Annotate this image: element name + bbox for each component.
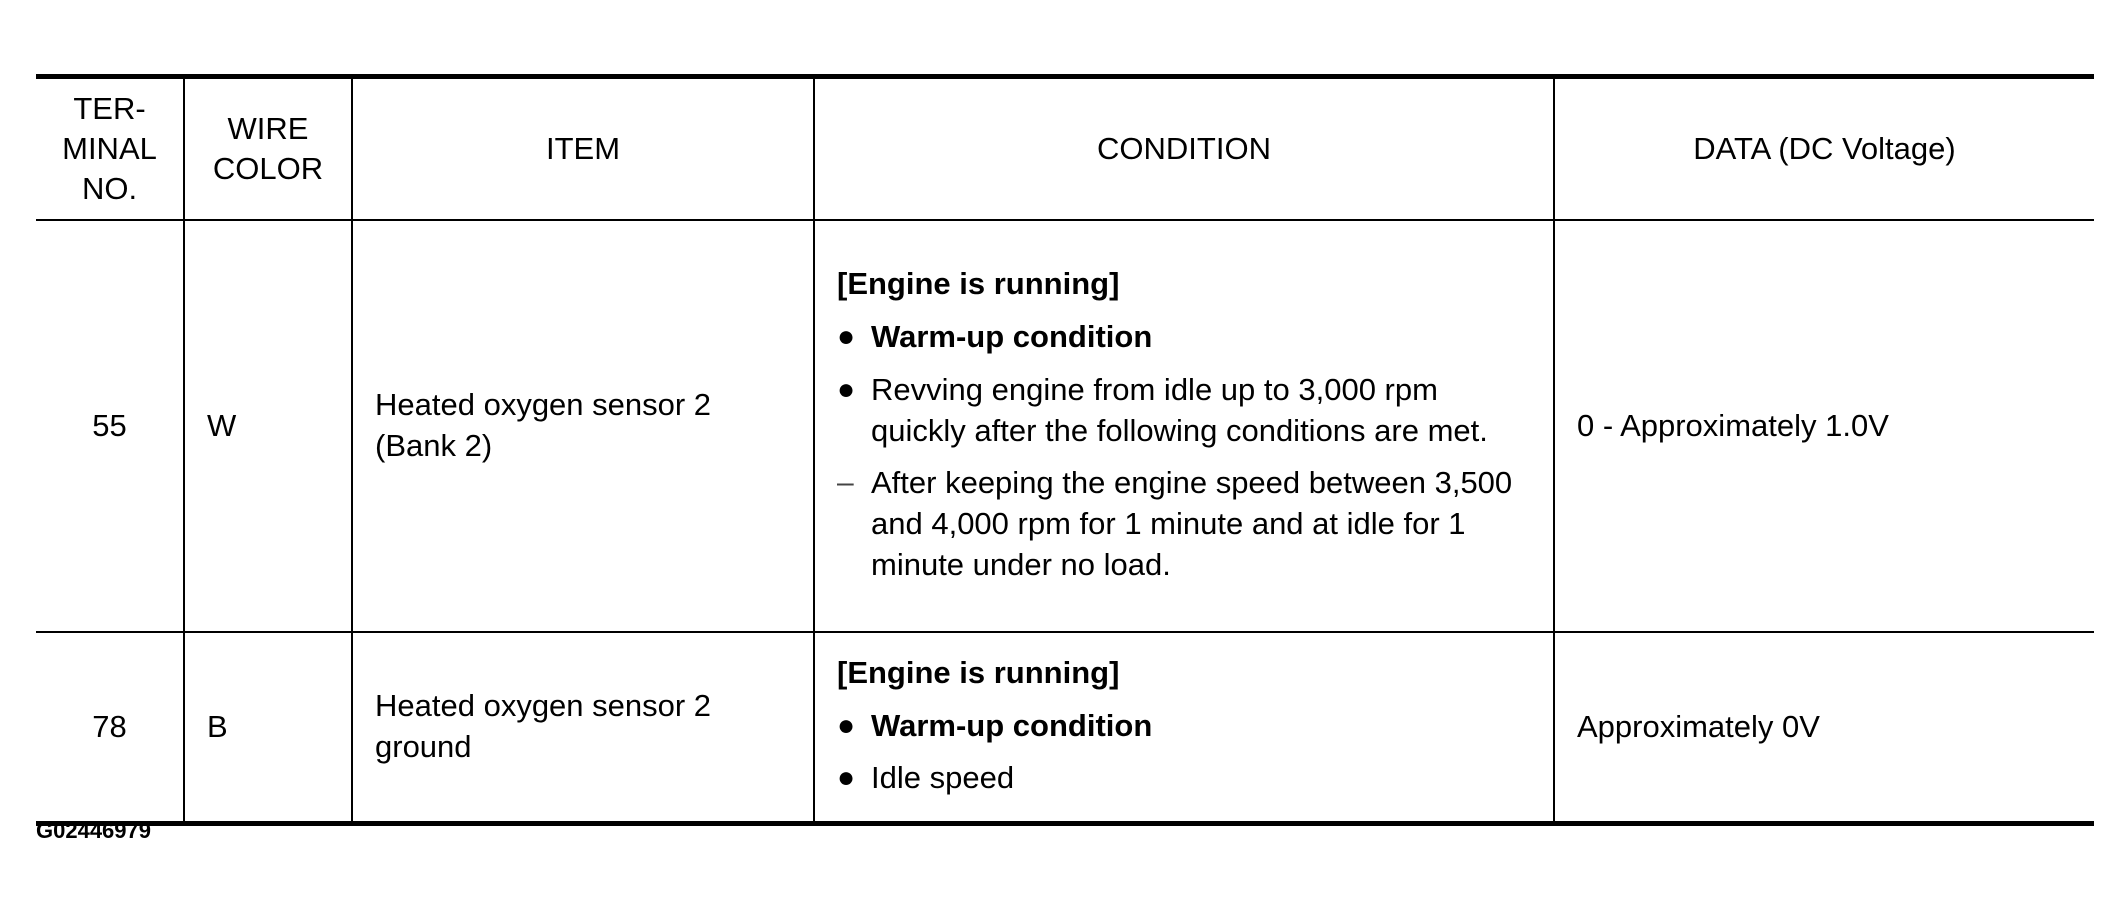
wire-color: B xyxy=(184,632,352,824)
condition-item xyxy=(837,370,1531,452)
table-row xyxy=(36,632,2094,824)
condition-text: Warm-up condition xyxy=(871,318,1153,354)
terminal-number: 55 xyxy=(36,220,184,632)
condition-text: Warm-up condition xyxy=(871,707,1153,743)
condition-item xyxy=(837,758,1531,799)
condition-text: Revving engine from idle up to 3,000 rpm quickly after the following conditions are met. xyxy=(871,371,1488,448)
condition-cell xyxy=(814,632,1554,824)
wire-color: W xyxy=(184,220,352,632)
condition-heading: [Engine is running] xyxy=(837,654,1120,690)
condition-item xyxy=(837,706,1531,747)
terminal-data-table xyxy=(36,74,2094,826)
condition-text: After keeping the engine speed between 3,500 and 4,000 rpm for 1 minute and at idle for 1 minute under no load. xyxy=(871,465,1513,583)
data-value: Approximately 0V xyxy=(1554,632,2094,824)
figure-id: G02446979 xyxy=(36,818,151,843)
bullet-icon: ● xyxy=(837,372,856,406)
terminal-data-table-wrapper xyxy=(36,74,2094,826)
condition-heading: [Engine is running] xyxy=(837,265,1120,301)
terminal-number: 78 xyxy=(92,708,127,744)
header-terminal-no: TER- MINAL NO. xyxy=(36,77,184,221)
bullet-icon: ● xyxy=(837,761,856,795)
header-wire-color: WIRE COLOR xyxy=(184,77,352,221)
item-name: Heated oxygen sensor 2 ground xyxy=(352,632,814,824)
header-data: DATA (DC Voltage) xyxy=(1554,77,2094,221)
condition-item xyxy=(837,463,1531,586)
header-condition: CONDITION xyxy=(814,77,1554,221)
header-item: ITEM xyxy=(352,77,814,221)
condition-text: Idle speed xyxy=(871,760,1015,796)
table-row xyxy=(36,220,2094,632)
bullet-icon: ● xyxy=(837,319,856,353)
table-header-row xyxy=(36,77,2094,221)
condition-item xyxy=(837,317,1531,358)
dash-icon: – xyxy=(837,466,854,500)
condition-cell xyxy=(814,220,1554,632)
item-name: Heated oxygen sensor 2 (Bank 2) xyxy=(352,220,814,632)
data-value: 0 - Approximately 1.0V xyxy=(1554,220,2094,632)
bullet-icon: ● xyxy=(837,708,856,742)
